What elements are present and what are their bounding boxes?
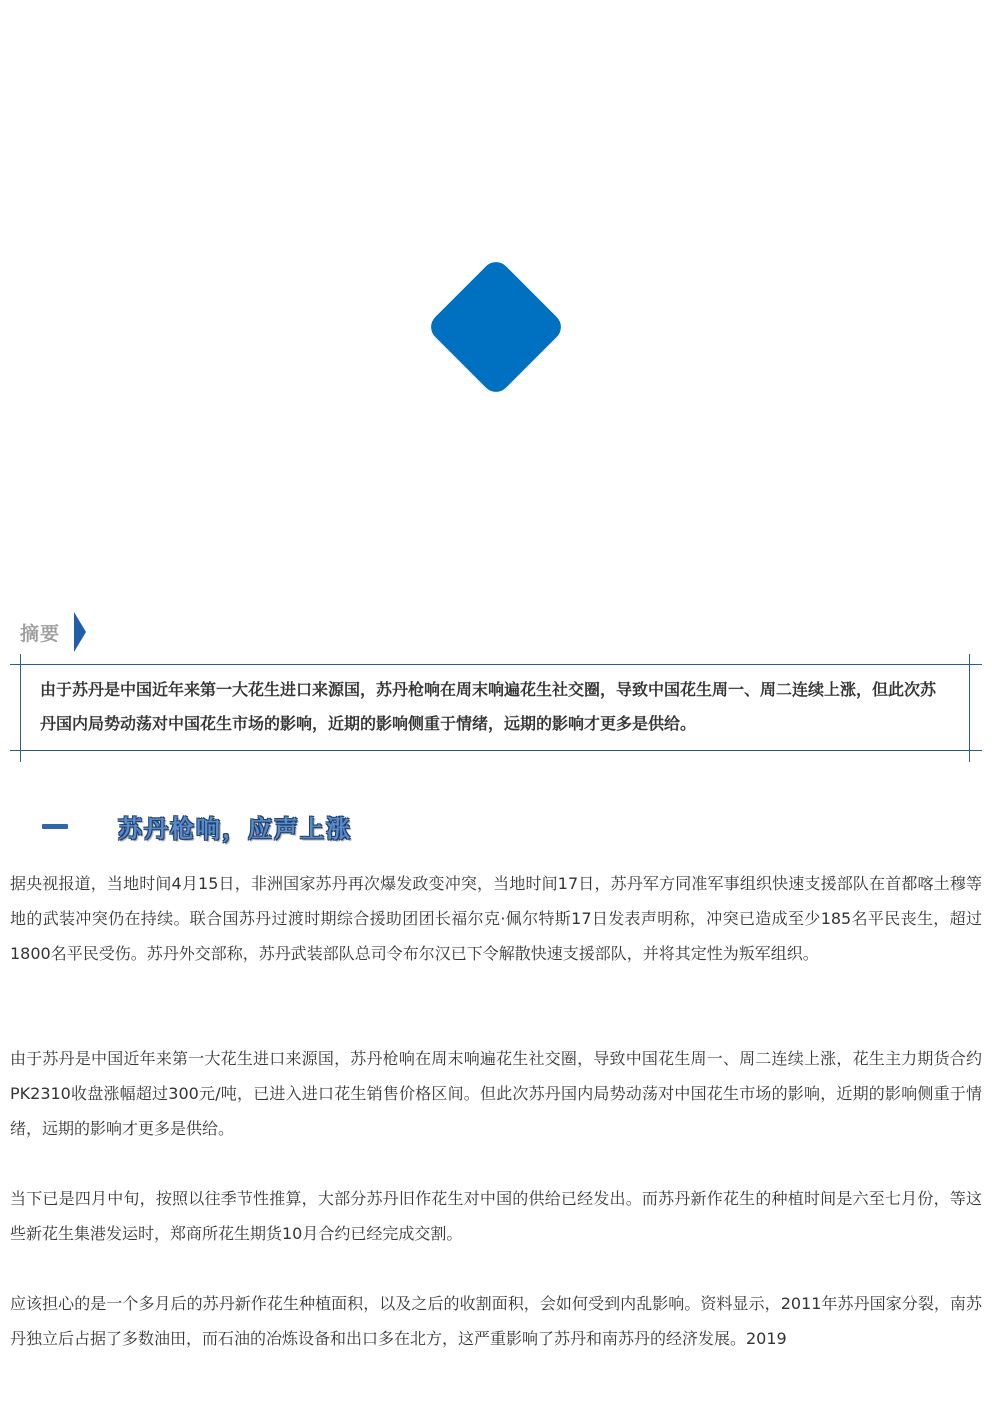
section-heading [42,808,352,844]
summary-text: 由于苏丹是中国近年来第一大花生进口来源国，苏丹枪响在周末响遍花生社交圈，导致中国花生周一、周二连续上涨，但此次苏丹国内局势动荡对中国花生市场的影响，近期的影响侧重于情绪，远期的影响才更多是供给。 [40,680,937,733]
diamond-shape [425,256,566,397]
section-title: 苏丹枪响，应声上涨 [118,814,352,843]
frame-bottom-line [10,750,982,751]
paragraph: 由于苏丹是中国近年来第一大花生进口来源国，苏丹枪响在周末响遍花生社交圈，导致中国花生周一、周二连续上涨，花生主力期货合约PK2310收盘涨幅超过300元/吨，已进入进口花生销售价格区间。但此次苏丹国内局势动荡对中国花生市场的影响，近期的影响侧重于情绪，远期的影响才更多是供给。 [10,1049,982,1138]
diamond-logo [424,255,568,399]
summary-header [20,612,86,652]
frame-right-line [969,654,970,762]
frame-top-line [10,664,982,665]
paragraph: 据央视报道，当地时间4月15日，非洲国家苏丹再次爆发政变冲突，当地时间17日，苏丹军方同准军事组织快速支援部队在首都喀土穆等地的武装冲突仍在持续。联合国苏丹过渡时期综合援助团团长福尔克·佩尔特斯17日发表声明称，冲突已造成至少185名平民丧生，超过1800名平民受伤。苏丹外交部称，苏丹武装部队总司令布尔汉已下令解散快速支援部队，并将其定性为叛军组织。 [10,874,982,963]
frame-left-line [20,654,21,762]
paragraph: 当下已是四月中旬，按照以往季节性推算，大部分苏丹旧作花生对中国的供给已经发出。而苏丹新作花生的种植时间是六至七月份，等这些新花生集港发运时，郑商所花生期货10月合约已经完成交割。 [10,1189,982,1243]
section-number-dash [42,824,68,829]
paragraph: 应该担心的是一个多月后的苏丹新作花生种植面积，以及之后的收割面积，会如何受到内乱影响。资料显示，2011年苏丹国家分裂，南苏丹独立后占据了多数油田，而石油的冶炼设备和出口多在北方，这严重影响了苏丹和南苏丹的经济发展。2019 [10,1294,982,1348]
summary-title: 摘要 [20,622,61,645]
chevron-right-icon [74,612,86,652]
